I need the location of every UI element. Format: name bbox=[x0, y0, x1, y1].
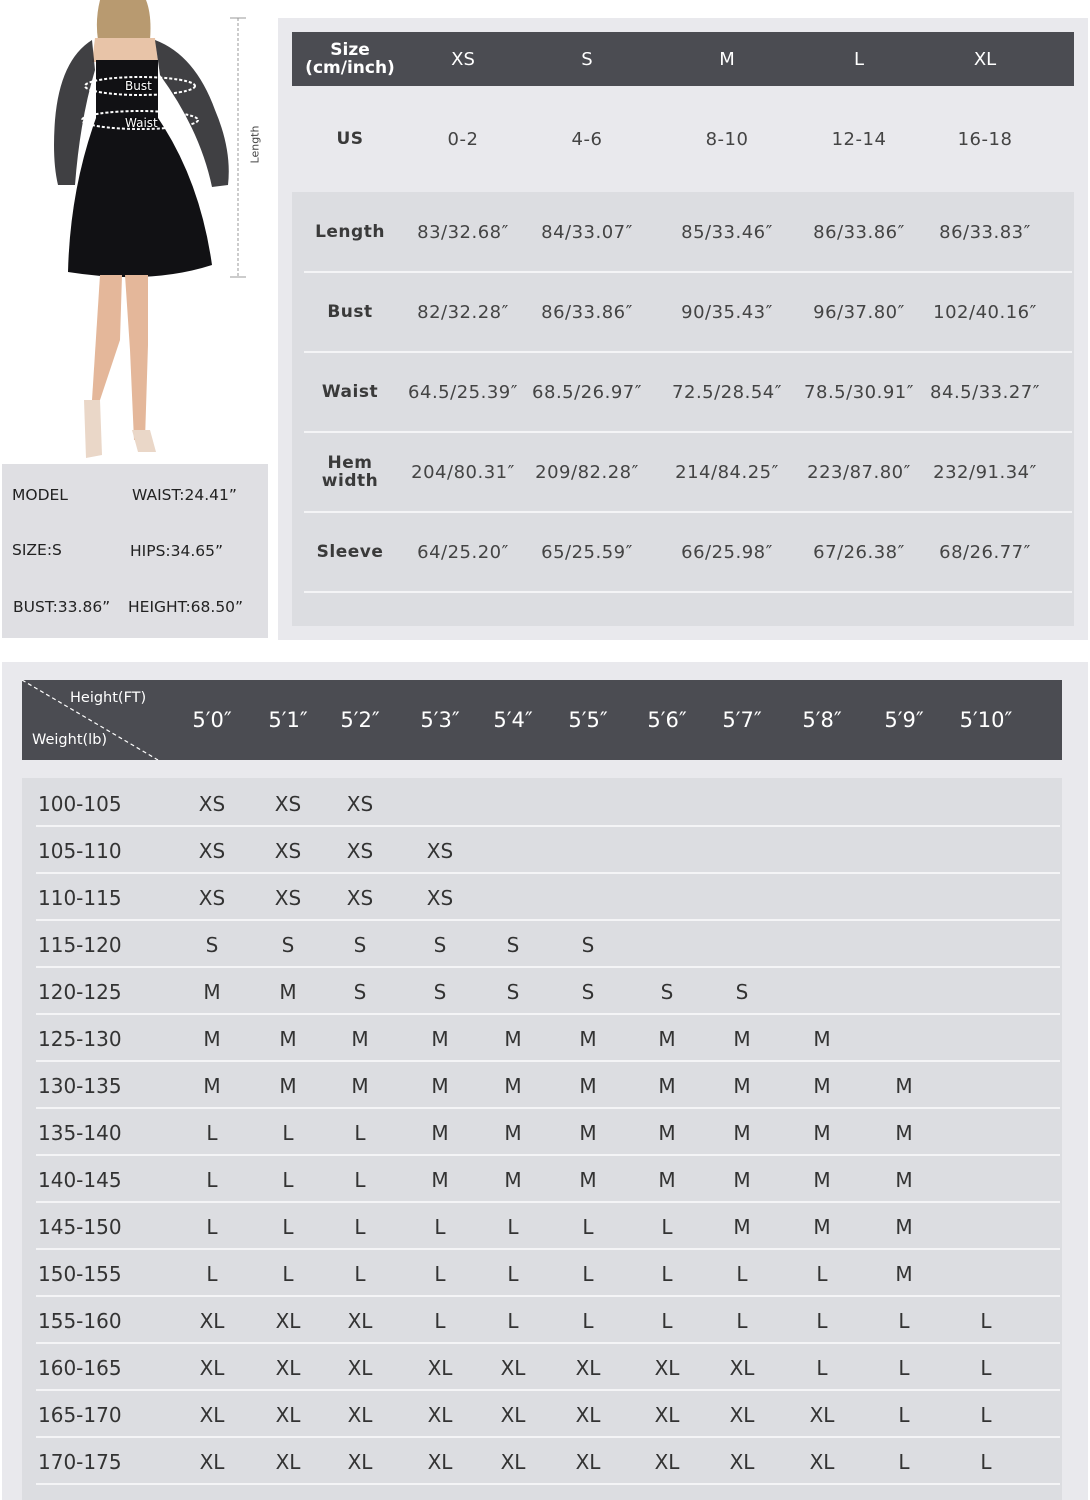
fit-size-cell bbox=[956, 1062, 1016, 1109]
fit-row bbox=[22, 1297, 1062, 1344]
fit-size-cell: L bbox=[282, 1214, 294, 1239]
fit-size-cell: M bbox=[813, 1026, 831, 1051]
fit-size-cell: L bbox=[282, 1120, 294, 1145]
fit-chart-body bbox=[22, 778, 1062, 1500]
fit-size-cell: M bbox=[813, 1167, 831, 1192]
fit-size-cell bbox=[956, 780, 1016, 827]
fit-size-cell: XL bbox=[427, 1402, 453, 1427]
model-bust: BUST:33.86” bbox=[13, 598, 111, 616]
model-hips: HIPS:34.65” bbox=[130, 542, 224, 560]
height-header-3: 5′3″ bbox=[420, 708, 460, 732]
weight-range: 170-175 bbox=[38, 1449, 122, 1474]
fit-row bbox=[22, 827, 1062, 874]
fit-size-cell bbox=[874, 780, 934, 827]
hem-width-value-xs: 204/80.31″ bbox=[411, 461, 515, 483]
fit-size-cell bbox=[792, 780, 852, 827]
fit-size-cell: M bbox=[895, 1167, 913, 1192]
fit-size-cell bbox=[712, 827, 772, 874]
fit-size-cell: S bbox=[281, 932, 295, 957]
us-l: 12-14 bbox=[831, 128, 887, 150]
fit-row bbox=[22, 968, 1062, 1015]
size-chart-header bbox=[292, 32, 1074, 86]
fit-size-cell: L bbox=[736, 1308, 748, 1333]
bust-value-s: 86/33.86″ bbox=[541, 301, 633, 323]
fit-size-cell bbox=[792, 921, 852, 968]
hem-width-value-s: 209/82.28″ bbox=[535, 461, 639, 483]
fit-size-cell: M bbox=[579, 1026, 597, 1051]
weight-range: 140-145 bbox=[38, 1167, 122, 1192]
fit-size-cell bbox=[637, 827, 697, 874]
fit-size-cell: M bbox=[733, 1214, 751, 1239]
height-axis-label: Height(FT) bbox=[70, 690, 147, 706]
fit-size-cell: L bbox=[816, 1261, 828, 1286]
height-header-7: 5′7″ bbox=[722, 708, 762, 732]
fit-size-cell: XL bbox=[809, 1449, 835, 1474]
fit-size-cell: M bbox=[351, 1026, 369, 1051]
fit-size-cell: XS bbox=[346, 791, 374, 816]
size-header-l: L bbox=[853, 48, 865, 70]
size-chart-panel bbox=[278, 18, 1088, 640]
waist-label: Waist bbox=[125, 116, 158, 130]
us-s: 4-6 bbox=[571, 128, 603, 150]
fit-size-cell: L bbox=[898, 1308, 910, 1333]
size-header-line2: (cm/inch) bbox=[305, 58, 395, 78]
fit-size-cell bbox=[956, 1015, 1016, 1062]
fit-size-cell bbox=[712, 874, 772, 921]
waist-value-m: 72.5/28.54″ bbox=[672, 381, 782, 403]
fit-size-cell: L bbox=[816, 1308, 828, 1333]
fit-size-cell: L bbox=[507, 1214, 519, 1239]
fit-size-cell: L bbox=[507, 1308, 519, 1333]
fit-size-cell: L bbox=[898, 1355, 910, 1380]
bust-value-l: 96/37.80″ bbox=[813, 301, 905, 323]
weight-axis-label: Weight(lb) bbox=[32, 732, 108, 748]
fit-size-cell: S bbox=[660, 979, 674, 1004]
fit-size-cell: XL bbox=[347, 1355, 373, 1380]
fit-size-cell: L bbox=[582, 1308, 594, 1333]
fit-row bbox=[22, 1015, 1062, 1062]
fit-size-cell: L bbox=[354, 1167, 366, 1192]
fit-size-cell: M bbox=[658, 1167, 676, 1192]
fit-size-cell: L bbox=[980, 1308, 992, 1333]
fit-size-cell: XS bbox=[198, 838, 226, 863]
fit-size-cell: XL bbox=[427, 1355, 453, 1380]
fit-size-cell: XL bbox=[500, 1355, 526, 1380]
fit-size-cell: XS bbox=[346, 838, 374, 863]
fit-size-cell bbox=[712, 921, 772, 968]
bust-value-xs: 82/32.28″ bbox=[417, 301, 509, 323]
fit-size-cell: M bbox=[733, 1167, 751, 1192]
fit-size-cell: L bbox=[816, 1355, 828, 1380]
fit-size-cell: L bbox=[434, 1214, 446, 1239]
bust-label bbox=[292, 272, 408, 352]
fit-size-cell bbox=[956, 1109, 1016, 1156]
fit-size-cell: M bbox=[895, 1120, 913, 1145]
fit-size-cell: M bbox=[895, 1214, 913, 1239]
fit-size-cell bbox=[956, 921, 1016, 968]
fit-size-cell: L bbox=[206, 1120, 218, 1145]
fit-size-cell: L bbox=[434, 1261, 446, 1286]
waist-value-xs: 64.5/25.39″ bbox=[408, 381, 518, 403]
waist-value-xl: 84.5/33.27″ bbox=[930, 381, 1040, 403]
size-row-us bbox=[292, 86, 1074, 192]
fit-size-cell: XL bbox=[275, 1449, 301, 1474]
fit-size-cell bbox=[558, 874, 618, 921]
fit-size-cell: XS bbox=[198, 791, 226, 816]
fit-size-cell bbox=[792, 874, 852, 921]
fit-size-cell bbox=[712, 780, 772, 827]
fit-size-cell: M bbox=[579, 1073, 597, 1098]
height-header-6: 5′6″ bbox=[647, 708, 687, 732]
size-header-xs: XS bbox=[451, 48, 475, 70]
weight-range: 160-165 bbox=[38, 1355, 122, 1380]
fit-size-cell: M bbox=[504, 1073, 522, 1098]
waist-label bbox=[292, 352, 408, 432]
fit-row bbox=[22, 1438, 1062, 1485]
height-header-2: 5′2″ bbox=[340, 708, 380, 732]
model-info-box bbox=[2, 464, 268, 638]
size-header-s: S bbox=[581, 48, 593, 70]
hem-width-label bbox=[292, 432, 408, 512]
fit-size-cell: M bbox=[431, 1073, 449, 1098]
fit-size-cell bbox=[874, 968, 934, 1015]
weight-range: 145-150 bbox=[38, 1214, 122, 1239]
height-header-4: 5′4″ bbox=[493, 708, 533, 732]
weight-range: 155-160 bbox=[38, 1308, 122, 1333]
fit-size-cell: L bbox=[282, 1167, 294, 1192]
fit-size-cell: L bbox=[898, 1449, 910, 1474]
length-value-l: 86/33.86″ bbox=[813, 221, 905, 243]
fit-size-cell: M bbox=[504, 1167, 522, 1192]
fit-size-cell: XL bbox=[199, 1355, 225, 1380]
fit-size-cell: L bbox=[507, 1261, 519, 1286]
hem-width-value-m: 214/84.25″ bbox=[675, 461, 779, 483]
us-xl: 16-18 bbox=[957, 128, 1013, 150]
fit-size-cell: M bbox=[579, 1120, 597, 1145]
fit-size-cell: M bbox=[895, 1261, 913, 1286]
fit-size-cell: L bbox=[282, 1261, 294, 1286]
fit-size-cell: L bbox=[661, 1214, 673, 1239]
fit-size-cell: XL bbox=[500, 1449, 526, 1474]
fit-size-cell: M bbox=[658, 1073, 676, 1098]
fit-size-cell bbox=[483, 780, 543, 827]
fit-size-cell bbox=[483, 827, 543, 874]
fit-chart-header bbox=[22, 680, 1062, 760]
fit-row bbox=[22, 874, 1062, 921]
sleeve-value-m: 66/25.98″ bbox=[681, 541, 773, 563]
row-divider bbox=[304, 591, 1072, 593]
fit-size-cell: XL bbox=[347, 1402, 373, 1427]
weight-range: 135-140 bbox=[38, 1120, 122, 1145]
fit-size-cell: XL bbox=[654, 1402, 680, 1427]
fit-size-cell: S bbox=[735, 979, 749, 1004]
size-header-m: M bbox=[719, 48, 735, 70]
fit-size-cell bbox=[956, 1203, 1016, 1250]
model-waist: WAIST:24.41” bbox=[132, 486, 237, 504]
model-height: HEIGHT:68.50” bbox=[128, 598, 244, 616]
fit-size-cell: M bbox=[733, 1073, 751, 1098]
length-value-xs: 83/32.68″ bbox=[417, 221, 509, 243]
model-title: MODEL bbox=[12, 486, 68, 504]
fit-size-cell bbox=[874, 827, 934, 874]
sleeve-value-l: 67/26.38″ bbox=[813, 541, 905, 563]
bust-value-xl: 102/40.16″ bbox=[933, 301, 1037, 323]
fit-size-cell: XL bbox=[654, 1449, 680, 1474]
bust-label-line: Bust bbox=[327, 302, 373, 322]
size-chart-table bbox=[292, 32, 1074, 626]
fit-size-cell bbox=[956, 827, 1016, 874]
fit-size-cell bbox=[558, 780, 618, 827]
hem-width-value-xl: 232/91.34″ bbox=[933, 461, 1037, 483]
fit-size-cell: XL bbox=[575, 1355, 601, 1380]
size-row-hem-width bbox=[292, 432, 1074, 512]
fit-size-cell bbox=[558, 827, 618, 874]
fit-chart-panel bbox=[2, 662, 1088, 1500]
length-label: Length bbox=[248, 125, 262, 164]
fit-size-cell bbox=[637, 921, 697, 968]
fit-size-cell: XS bbox=[274, 885, 302, 910]
fit-size-cell bbox=[956, 874, 1016, 921]
length-value-m: 85/33.46″ bbox=[681, 221, 773, 243]
weight-range: 115-120 bbox=[38, 932, 122, 957]
size-header-xl: XL bbox=[973, 48, 997, 70]
fit-size-cell: XS bbox=[274, 838, 302, 863]
height-header-5: 5′5″ bbox=[568, 708, 608, 732]
fit-size-cell: L bbox=[434, 1308, 446, 1333]
fit-size-cell: S bbox=[433, 932, 447, 957]
length-value-xl: 86/33.83″ bbox=[939, 221, 1031, 243]
fit-size-cell: M bbox=[504, 1120, 522, 1145]
fit-size-cell: XL bbox=[275, 1402, 301, 1427]
fit-size-cell bbox=[792, 827, 852, 874]
fit-row bbox=[22, 1344, 1062, 1391]
fit-size-cell: XL bbox=[199, 1449, 225, 1474]
sleeve-value-xl: 68/26.77″ bbox=[939, 541, 1031, 563]
fit-size-cell: L bbox=[354, 1214, 366, 1239]
fit-size-cell: M bbox=[658, 1026, 676, 1051]
fit-row bbox=[22, 1391, 1062, 1438]
height-header-0: 5′0″ bbox=[192, 708, 232, 732]
fit-size-cell: S bbox=[353, 979, 367, 1004]
fit-size-cell: M bbox=[733, 1120, 751, 1145]
fit-size-cell: S bbox=[506, 979, 520, 1004]
fit-row bbox=[22, 780, 1062, 827]
fit-size-cell: L bbox=[661, 1261, 673, 1286]
fit-size-cell: XL bbox=[199, 1402, 225, 1427]
sleeve-value-xs: 64/25.20″ bbox=[417, 541, 509, 563]
weight-range: 120-125 bbox=[38, 979, 122, 1004]
fit-size-cell: L bbox=[980, 1355, 992, 1380]
size-header-title bbox=[292, 32, 408, 86]
fit-size-cell: M bbox=[431, 1167, 449, 1192]
fit-size-cell: M bbox=[813, 1073, 831, 1098]
fit-size-cell: XL bbox=[575, 1449, 601, 1474]
length-label-line: Length bbox=[315, 222, 385, 242]
fit-row bbox=[22, 1250, 1062, 1297]
fit-size-cell: L bbox=[980, 1402, 992, 1427]
weight-range: 165-170 bbox=[38, 1402, 122, 1427]
fit-size-cell bbox=[637, 874, 697, 921]
model-size: SIZE:S bbox=[12, 541, 62, 559]
fit-size-cell: XL bbox=[729, 1449, 755, 1474]
size-row-length bbox=[292, 192, 1074, 272]
fit-size-cell: XL bbox=[275, 1355, 301, 1380]
height-header-9: 5′9″ bbox=[884, 708, 924, 732]
fit-size-cell: XL bbox=[729, 1355, 755, 1380]
fit-size-cell: XL bbox=[347, 1308, 373, 1333]
fit-size-cell bbox=[956, 1250, 1016, 1297]
fit-size-cell: L bbox=[206, 1167, 218, 1192]
fit-size-cell: M bbox=[431, 1026, 449, 1051]
fit-size-cell: XL bbox=[809, 1402, 835, 1427]
hem-width-label-line: Hem bbox=[327, 453, 373, 473]
fit-size-cell: M bbox=[658, 1120, 676, 1145]
weight-range: 100-105 bbox=[38, 791, 122, 816]
waist-value-s: 68.5/26.97″ bbox=[532, 381, 642, 403]
fit-size-cell: M bbox=[733, 1026, 751, 1051]
fit-size-cell bbox=[874, 921, 934, 968]
fit-size-cell: XL bbox=[729, 1402, 755, 1427]
fit-size-cell: S bbox=[433, 979, 447, 1004]
fit-size-cell: XL bbox=[275, 1308, 301, 1333]
fit-size-cell: M bbox=[203, 1073, 221, 1098]
hem-width-value-l: 223/87.80″ bbox=[807, 461, 911, 483]
fit-size-cell: S bbox=[581, 979, 595, 1004]
height-header-8: 5′8″ bbox=[802, 708, 842, 732]
size-header-line1: Size bbox=[330, 40, 370, 60]
fit-size-cell: M bbox=[351, 1073, 369, 1098]
weight-range: 110-115 bbox=[38, 885, 122, 910]
fit-size-cell bbox=[874, 1015, 934, 1062]
fit-row bbox=[22, 1156, 1062, 1203]
bust-label: Bust bbox=[125, 79, 152, 93]
fit-size-cell bbox=[483, 874, 543, 921]
fit-size-cell: M bbox=[579, 1167, 597, 1192]
length-value-s: 84/33.07″ bbox=[541, 221, 633, 243]
fit-size-cell: L bbox=[898, 1402, 910, 1427]
fit-size-cell: M bbox=[504, 1026, 522, 1051]
height-header-1: 5′1″ bbox=[268, 708, 308, 732]
fit-size-cell: XL bbox=[427, 1449, 453, 1474]
fit-size-cell: M bbox=[431, 1120, 449, 1145]
fit-size-cell bbox=[637, 780, 697, 827]
waist-value-l: 78.5/30.91″ bbox=[804, 381, 914, 403]
fit-row bbox=[22, 1203, 1062, 1250]
fit-size-cell: L bbox=[980, 1449, 992, 1474]
dress-illustration bbox=[0, 0, 270, 462]
fit-size-cell: L bbox=[582, 1214, 594, 1239]
weight-range: 125-130 bbox=[38, 1026, 122, 1051]
length-label bbox=[292, 192, 408, 272]
fit-row bbox=[22, 1109, 1062, 1156]
fit-size-cell: XL bbox=[347, 1449, 373, 1474]
sleeve-label bbox=[292, 512, 408, 592]
fit-size-cell: XL bbox=[199, 1308, 225, 1333]
fit-size-cell: S bbox=[353, 932, 367, 957]
fit-size-cell bbox=[874, 874, 934, 921]
weight-range: 150-155 bbox=[38, 1261, 122, 1286]
fit-size-cell: L bbox=[354, 1120, 366, 1145]
fit-size-cell: XS bbox=[426, 838, 454, 863]
fit-size-cell: L bbox=[354, 1261, 366, 1286]
us-label: US bbox=[336, 129, 364, 149]
fit-size-cell: M bbox=[813, 1120, 831, 1145]
model-photo bbox=[0, 0, 270, 462]
fit-size-cell: M bbox=[279, 979, 297, 1004]
fit-size-cell: L bbox=[736, 1261, 748, 1286]
us-xs: 0-2 bbox=[447, 128, 479, 150]
weight-range: 130-135 bbox=[38, 1073, 122, 1098]
size-row-bust bbox=[292, 272, 1074, 352]
waist-label-line: Waist bbox=[321, 382, 379, 402]
weight-range: 105-110 bbox=[38, 838, 122, 863]
fit-size-cell: XS bbox=[426, 885, 454, 910]
hem-width-label-line: width bbox=[321, 471, 379, 491]
size-row-waist bbox=[292, 352, 1074, 432]
bust-value-m: 90/35.43″ bbox=[681, 301, 773, 323]
fit-size-cell: S bbox=[506, 932, 520, 957]
fit-size-cell bbox=[956, 1156, 1016, 1203]
fit-size-cell: XL bbox=[575, 1402, 601, 1427]
fit-size-cell: M bbox=[813, 1214, 831, 1239]
fit-size-cell: L bbox=[582, 1261, 594, 1286]
fit-size-cell: S bbox=[205, 932, 219, 957]
fit-size-cell: L bbox=[206, 1214, 218, 1239]
fit-size-cell: M bbox=[895, 1073, 913, 1098]
fit-size-cell: XL bbox=[500, 1402, 526, 1427]
row-divider bbox=[36, 1483, 1060, 1485]
fit-size-cell: XS bbox=[198, 885, 226, 910]
fit-row bbox=[22, 921, 1062, 968]
fit-size-cell: L bbox=[661, 1308, 673, 1333]
fit-size-cell: L bbox=[206, 1261, 218, 1286]
fit-size-cell bbox=[956, 968, 1016, 1015]
fit-size-cell: XL bbox=[654, 1355, 680, 1380]
fit-size-cell bbox=[410, 780, 470, 827]
us-m: 8-10 bbox=[705, 128, 749, 150]
fit-size-cell: M bbox=[279, 1073, 297, 1098]
fit-size-cell: XS bbox=[346, 885, 374, 910]
sleeve-value-s: 65/25.59″ bbox=[541, 541, 633, 563]
fit-size-cell: M bbox=[203, 979, 221, 1004]
fit-row bbox=[22, 1062, 1062, 1109]
fit-size-cell: S bbox=[581, 932, 595, 957]
sleeve-label-line: Sleeve bbox=[316, 542, 384, 562]
fit-size-cell: XS bbox=[274, 791, 302, 816]
fit-size-cell bbox=[792, 968, 852, 1015]
fit-size-cell: M bbox=[203, 1026, 221, 1051]
size-row-sleeve bbox=[292, 512, 1074, 592]
fit-size-cell: M bbox=[279, 1026, 297, 1051]
height-header-10: 5′10″ bbox=[959, 708, 1013, 732]
